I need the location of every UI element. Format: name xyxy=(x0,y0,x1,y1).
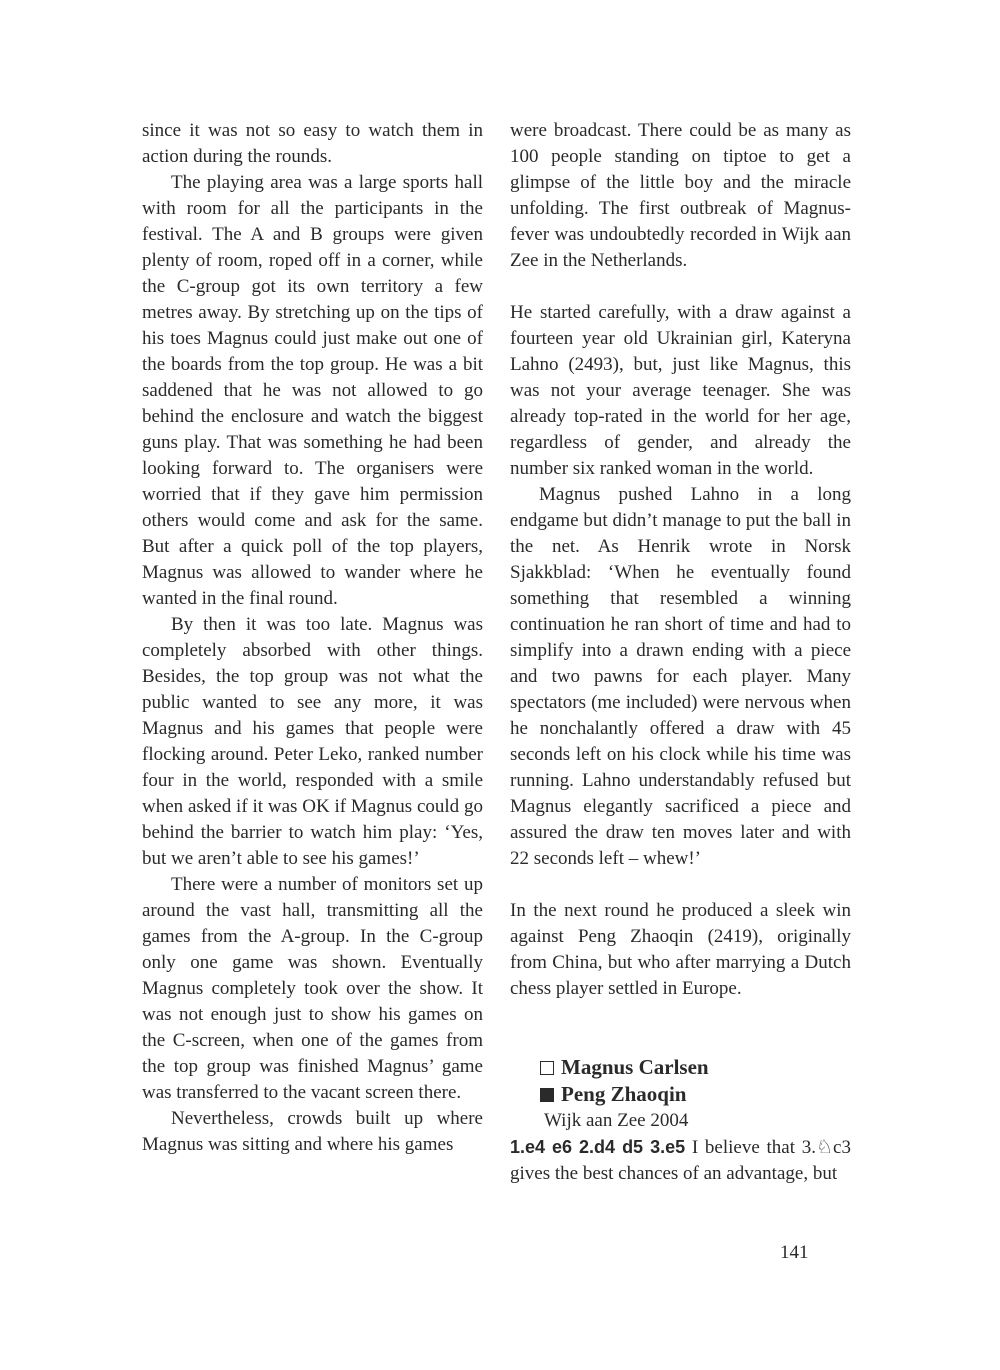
paragraph: since it was not so easy to watch them in action during the rounds. xyxy=(142,120,483,167)
paragraph: He started carefully, with a draw against a fourteen year old Ukrainian girl, Kateryna Lahno (2493), but, just like Magnus, this was not your average teenager. She was already top-rated in the world for her age, regardless of gender, and already the number six ranked woman in the world. xyxy=(510,302,851,479)
black-square-icon xyxy=(540,1088,554,1102)
black-player-row xyxy=(540,1081,851,1108)
paragraph: By then it was too late. Magnus was completely absorbed with other things. Besides, the top group was not what the public wanted to see any more, it was Magnus and his games that people were flocking around. Peter Leko, ranked number four in the world, responded with a smile when asked if it was OK if Magnus could go behind the barrier to watch him play: ‘Yes, but we aren’t able to see his games!’ xyxy=(142,614,483,869)
left-column xyxy=(142,118,483,1158)
paragraph: Magnus pushed Lahno in a long endgame but didn’t manage to put the ball in the net. As Henrik wrote in Norsk Sjakkblad: ‘When he eventually found something that resembled a winning continuation he ran short of time and had to simplify into a drawn ending with a piece and two pawns for each player. Many spectators (me included) were nervous when he nonchalantly offered a draw with 45 seconds left on his clock while his time was running. Lahno understandably refused but Magnus elegantly sacrificed a piece and assured the draw ten moves later and with 22 seconds left – whew!’ xyxy=(510,484,851,869)
right-column xyxy=(510,118,851,1187)
page-number: 141 xyxy=(780,1242,809,1263)
white-player-row xyxy=(540,1054,851,1081)
paragraph: In the next round he produced a sleek win against Peng Zhaoqin (2419), originally from China, but who after marrying a Dutch chess player settled in Europe. xyxy=(510,900,851,999)
game-comment: I believe that 3.♘c3 gives the best chances of an advantage, but xyxy=(510,1137,851,1184)
game-moves: 1.e4 e6 2.d4 d5 3.e5 xyxy=(510,1137,686,1157)
paragraph: Nevertheless, crowds built up where Magnus was sitting and where his games xyxy=(142,1108,483,1155)
paragraph: The playing area was a large sports hall with room for all the participants in the festival. The A and B groups were given plenty of room, roped off in a corner, while the C-group got its own territory a few metres away. By stretching up on the tips of his toes Magnus could just make out one of the boards from the top group. He was a bit saddened that he was not allowed to go behind the enclosure and watch the biggest guns play. That was something he had been looking forward to. The organisers were worried that if they gave him permission others would come and ask for the same. But after a quick poll of the top players, Magnus was allowed to wander where he wanted in the final round. xyxy=(142,172,483,609)
black-player-name: Peng Zhaoqin xyxy=(561,1082,687,1106)
white-player-name: Magnus Carlsen xyxy=(561,1055,709,1079)
game-event: Wijk aan Zee 2004 xyxy=(544,1110,689,1131)
white-square-icon xyxy=(540,1061,554,1075)
game-header xyxy=(540,1054,851,1108)
paragraph: There were a number of monitors set up around the vast hall, transmitting all the games from the A-group. In the C-group only one game was shown. Eventually Magnus completely took over the show. It was not enough just to show his games on the C-screen, when one of the games from the top group was finished Magnus’ game was transferred to the vacant screen there. xyxy=(142,874,483,1103)
game-moves-paragraph xyxy=(510,1134,851,1187)
paragraph: were broadcast. There could be as many as 100 people standing on tiptoe to get a glimpse of the little boy and the miracle unfolding. The first outbreak of Magnus-fever was undoubtedly recorded in Wijk aan Zee in the Netherlands. xyxy=(510,120,851,271)
